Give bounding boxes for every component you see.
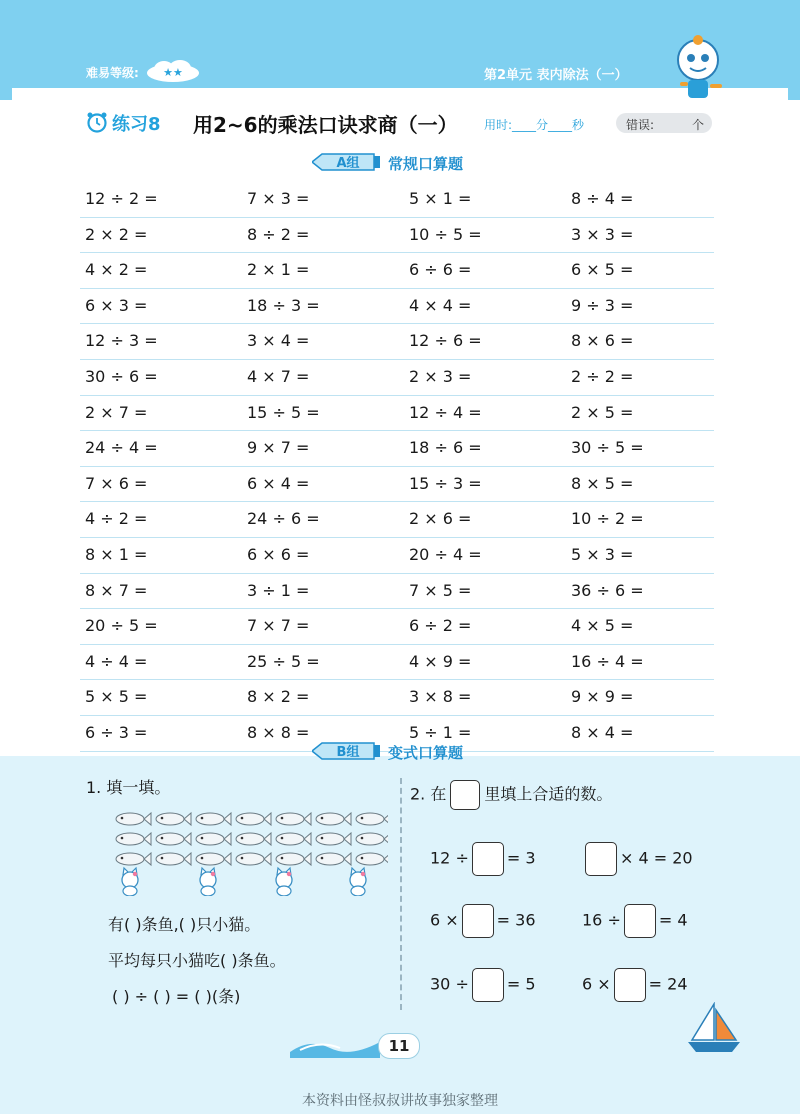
problem-cell: 8 × 2 = <box>247 687 310 707</box>
section-b-header <box>312 741 512 761</box>
problem-cell: 6 ÷ 6 = <box>409 260 472 280</box>
exercise-number: 练习8 <box>112 114 161 135</box>
fish-icon <box>156 833 191 845</box>
fish-icon <box>156 853 191 865</box>
problem-row <box>80 324 714 360</box>
problem-row <box>80 182 714 218</box>
problem-row <box>80 645 714 681</box>
q2-title-after: 里填上合适的数。 <box>484 784 613 804</box>
q1-line-3: ( ) ÷ ( ) = ( )(条) <box>112 987 241 1006</box>
q2-equation-before: 6 × <box>582 974 611 994</box>
fish-icon <box>276 853 311 865</box>
problem-cell: 2 ÷ 2 = <box>571 366 634 386</box>
problem-cell: 8 × 1 = <box>85 544 148 564</box>
problem-cell: 8 × 4 = <box>571 722 634 742</box>
problem-cell: 8 × 5 = <box>571 473 634 493</box>
kitten-icon <box>276 868 292 896</box>
q2-equation <box>582 904 688 938</box>
fish-icon <box>116 833 151 845</box>
problem-cell: 3 ÷ 1 = <box>247 580 310 600</box>
answer-box[interactable] <box>624 904 656 938</box>
problem-cell: 4 × 5 = <box>571 616 634 636</box>
fish-and-cats-illustration <box>108 806 388 896</box>
fish-icon <box>236 813 271 825</box>
problem-cell: 6 ÷ 2 = <box>409 616 472 636</box>
problem-cell: 3 × 4 = <box>247 331 310 351</box>
problem-cell: 4 × 2 = <box>85 260 148 280</box>
problem-cell: 12 ÷ 6 = <box>409 331 482 351</box>
problem-row <box>80 289 714 325</box>
problem-cell: 6 ÷ 3 = <box>85 722 148 742</box>
answer-box[interactable] <box>585 842 617 876</box>
kitten-icon <box>200 868 216 896</box>
fish-icon <box>196 813 231 825</box>
problem-cell: 6 × 5 = <box>571 260 634 280</box>
problem-row <box>80 253 714 289</box>
footer-text: 本资料由怪叔叔讲故事独家整理 <box>302 1093 498 1109</box>
problem-cell: 5 ÷ 1 = <box>409 722 472 742</box>
problem-row <box>80 431 714 467</box>
problem-cell: 3 × 8 = <box>409 687 472 707</box>
problem-cell: 6 × 3 = <box>85 295 148 315</box>
q2-equation-after: = 4 <box>658 910 688 930</box>
fish-icon <box>116 853 151 865</box>
q2-equation <box>582 842 693 876</box>
q2-equation-before: 6 × <box>430 910 459 930</box>
fish-icon <box>156 813 191 825</box>
section-b-title: 变式口算题 <box>388 744 464 762</box>
kitten-icon <box>350 868 366 896</box>
q2-title-before: 2. 在 <box>410 784 447 804</box>
column-divider <box>400 778 402 1010</box>
page-number: 11 <box>378 1033 420 1059</box>
errors-label: 错误: <box>626 118 655 132</box>
pencil-badge-icon <box>312 152 382 172</box>
fish-icon <box>316 833 351 845</box>
problem-cell: 5 × 1 = <box>409 189 472 208</box>
fish-icon <box>356 813 388 825</box>
problem-cell: 25 ÷ 5 = <box>247 651 320 671</box>
fish-icon <box>196 853 231 865</box>
q2-equation-after: = 5 <box>506 974 536 994</box>
problem-row <box>80 396 714 432</box>
answer-box[interactable] <box>472 968 504 1002</box>
problem-cell: 8 ÷ 4 = <box>571 189 634 208</box>
fish-icon <box>276 833 311 845</box>
q1-line-1: 有( )条鱼,( )只小猫。 <box>108 915 261 934</box>
q2-equation-after: × 4 = 20 <box>620 848 693 868</box>
q2-equation <box>430 904 536 938</box>
problem-cell: 2 × 5 = <box>571 402 634 422</box>
q1-line-2: 平均每只小猫吃( )条鱼。 <box>108 951 286 970</box>
problem-row <box>80 680 714 716</box>
problem-cell: 7 × 7 = <box>247 616 310 636</box>
problem-cell: 4 × 9 = <box>409 651 472 671</box>
problem-cell: 2 × 3 = <box>409 366 472 386</box>
problem-cell: 7 × 3 = <box>247 189 310 208</box>
problem-cell: 18 ÷ 6 = <box>409 438 482 458</box>
problem-cell: 12 ÷ 2 = <box>85 189 158 208</box>
section-a-header <box>312 152 512 172</box>
q2-equation-before: 16 ÷ <box>582 910 621 930</box>
problem-row <box>80 609 714 645</box>
wave-decoration-icon <box>290 1032 380 1058</box>
problem-row <box>80 502 714 538</box>
problem-cell: 6 × 4 = <box>247 473 310 493</box>
problem-cell: 18 ÷ 3 = <box>247 295 320 315</box>
problem-cell: 30 ÷ 6 = <box>85 366 158 386</box>
problem-cell: 5 × 3 = <box>571 544 634 564</box>
difficulty-label: 难易等级: <box>86 66 139 80</box>
fish-icon <box>276 813 311 825</box>
problem-cell: 12 ÷ 3 = <box>85 331 158 351</box>
problem-cell: 9 ÷ 3 = <box>571 295 634 315</box>
problem-cell: 20 ÷ 4 = <box>409 544 482 564</box>
problem-cell: 2 × 2 = <box>85 224 148 244</box>
problem-cell: 9 × 9 = <box>571 687 634 707</box>
q2-equation-after: = 24 <box>648 974 688 994</box>
problem-cell: 8 ÷ 2 = <box>247 224 310 244</box>
problem-cell: 4 × 7 = <box>247 366 310 386</box>
answer-box[interactable] <box>614 968 646 1002</box>
problem-cell: 4 ÷ 2 = <box>85 509 148 529</box>
alarm-clock-icon <box>86 111 108 133</box>
problem-cell: 5 × 5 = <box>85 687 148 707</box>
problem-row <box>80 360 714 396</box>
problem-cell: 7 × 6 = <box>85 473 148 493</box>
q2-equation <box>430 842 536 876</box>
problem-cell: 36 ÷ 6 = <box>571 580 644 600</box>
fish-icon <box>236 833 271 845</box>
problem-cell: 2 × 1 = <box>247 260 310 280</box>
q2-equation-after: = 36 <box>496 910 536 930</box>
pencil-badge-icon <box>312 741 382 761</box>
problem-cell: 20 ÷ 5 = <box>85 616 158 636</box>
errors-unit: 个 <box>692 118 705 132</box>
q2-equation-before: 12 ÷ <box>430 848 469 868</box>
fish-icon <box>316 853 351 865</box>
problem-cell: 15 ÷ 3 = <box>409 473 482 493</box>
problem-cell: 8 × 8 = <box>247 722 310 742</box>
fish-icon <box>236 853 271 865</box>
section-b-badge: B组 <box>336 745 360 760</box>
section-a-grid <box>80 182 714 752</box>
time-used-field: 用时:____分____秒 <box>484 118 585 132</box>
q2-title <box>410 780 612 810</box>
problem-cell: 30 ÷ 5 = <box>571 438 644 458</box>
sailboat-icon <box>684 1002 744 1056</box>
problem-cell: 3 × 3 = <box>571 224 634 244</box>
section-a-title: 常规口算题 <box>388 155 464 173</box>
problem-cell: 24 ÷ 6 = <box>247 509 320 529</box>
q2-equation <box>582 968 688 1002</box>
fish-icon <box>356 833 388 845</box>
errors-field <box>616 113 712 133</box>
q1-title: 1. 填一填。 <box>86 778 171 797</box>
answer-box[interactable] <box>472 842 504 876</box>
problem-cell: 2 × 7 = <box>85 402 148 422</box>
problem-cell: 8 × 6 = <box>571 331 634 351</box>
section-a-badge: A组 <box>336 156 360 171</box>
problem-cell: 9 × 7 = <box>247 438 310 458</box>
problem-cell: 4 × 4 = <box>409 295 472 315</box>
problem-cell: 4 ÷ 4 = <box>85 651 148 671</box>
kitten-icon <box>122 868 138 896</box>
problem-cell: 24 ÷ 4 = <box>85 438 158 458</box>
problem-row <box>80 574 714 610</box>
problem-cell: 6 × 6 = <box>247 544 310 564</box>
fish-icon <box>356 853 388 865</box>
problem-cell: 10 ÷ 5 = <box>409 224 482 244</box>
q2-title-box <box>450 780 480 810</box>
problem-cell: 7 × 5 = <box>409 580 472 600</box>
difficulty-cloud-icon <box>146 60 200 82</box>
q2-equation <box>430 968 536 1002</box>
problem-cell: 10 ÷ 2 = <box>571 509 644 529</box>
problem-row <box>80 467 714 503</box>
problem-cell: 8 × 7 = <box>85 580 148 600</box>
problem-row <box>80 218 714 254</box>
problem-row <box>80 538 714 574</box>
problem-cell: 12 ÷ 4 = <box>409 402 482 422</box>
problem-cell: 15 ÷ 5 = <box>247 402 320 422</box>
fish-icon <box>196 833 231 845</box>
mascot-icon <box>668 34 732 106</box>
answer-box[interactable] <box>462 904 494 938</box>
difficulty-stars: ★★ <box>163 66 183 79</box>
unit-title: 第2单元 表内除法（一） <box>484 68 628 83</box>
fish-icon <box>116 813 151 825</box>
problem-cell: 2 × 6 = <box>409 509 472 529</box>
q2-equation-before: 30 ÷ <box>430 974 469 994</box>
exercise-title: 用2~6的乘法口诀求商（一） <box>193 113 458 137</box>
problem-cell: 16 ÷ 4 = <box>571 651 644 671</box>
q2-equation-after: = 3 <box>506 848 536 868</box>
fish-icon <box>316 813 351 825</box>
